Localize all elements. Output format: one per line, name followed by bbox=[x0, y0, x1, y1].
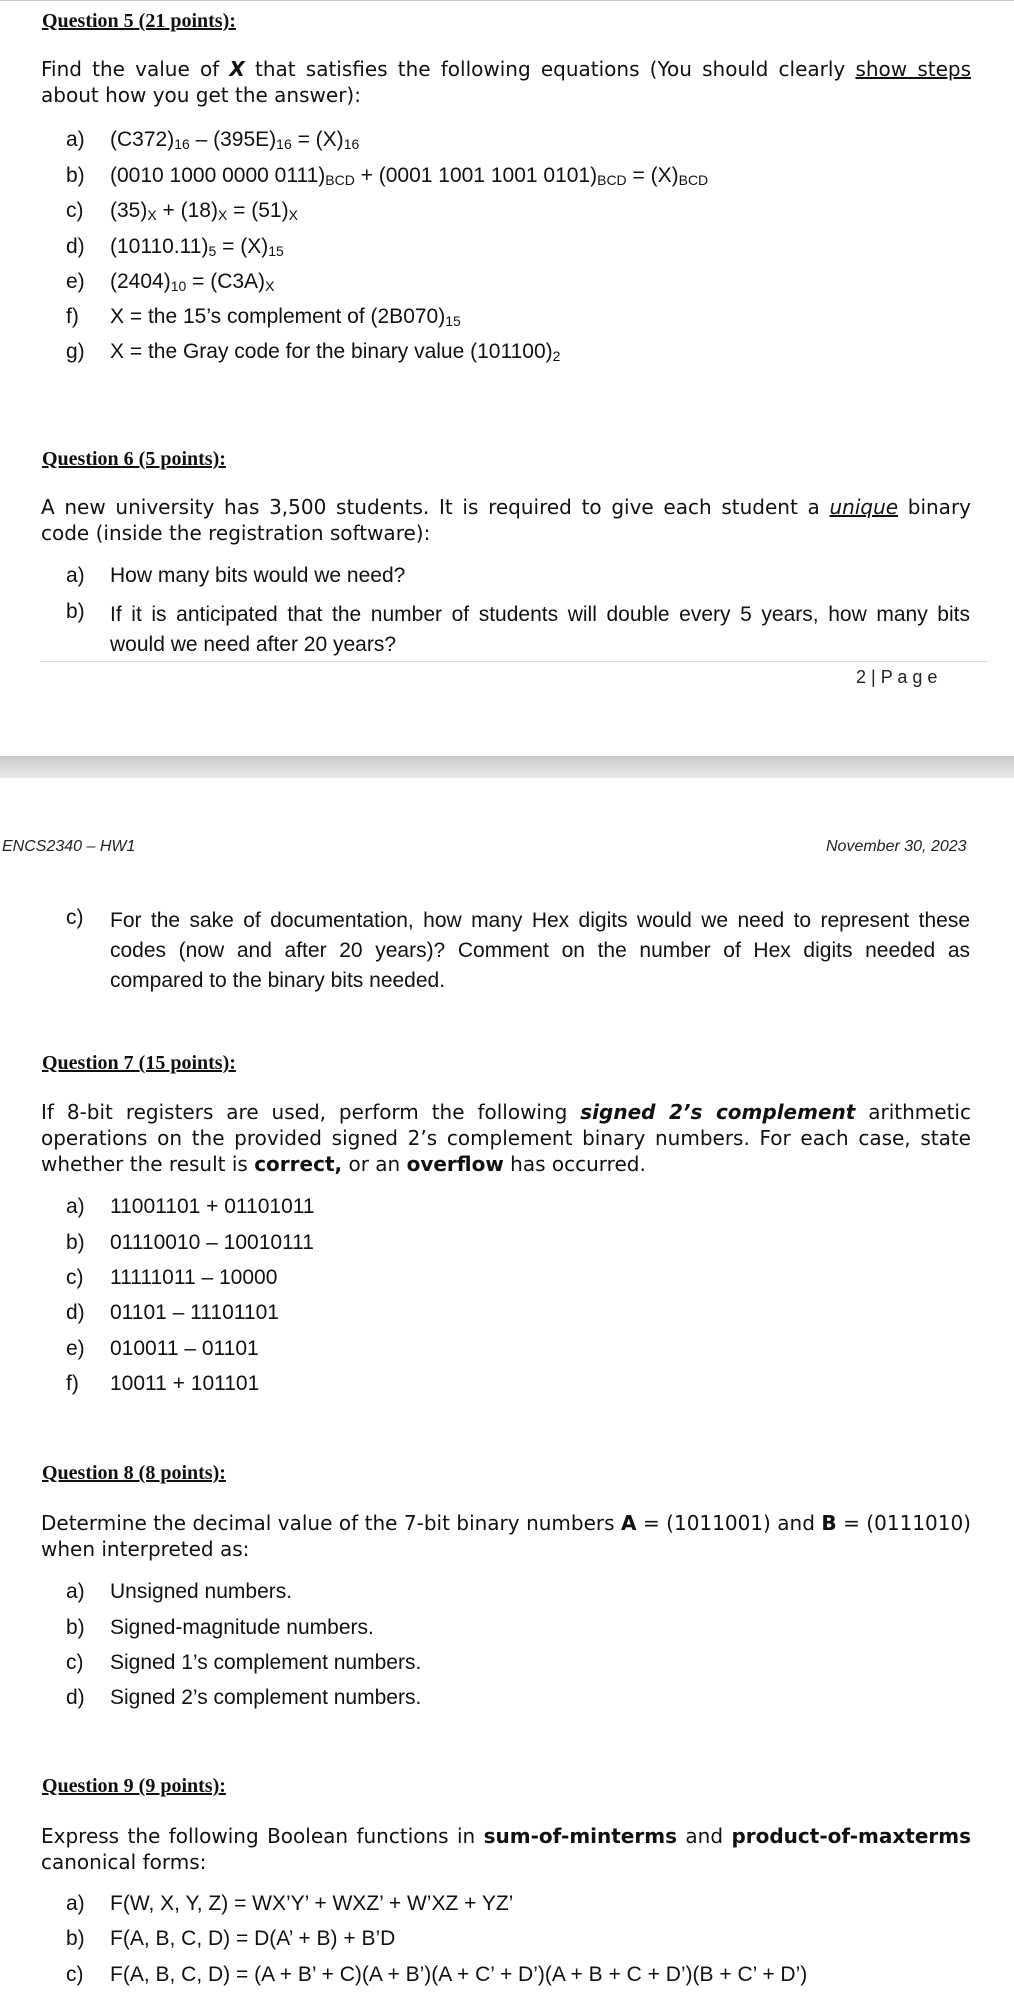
q8-intro: Determine the decimal value of the 7-bit binary numbers A = (1011001) and B = (0111010) when interpreted as: bbox=[41, 1511, 971, 1561]
q7-item-b: b) 01110010 – 10010111 bbox=[66, 1231, 314, 1254]
q8-item-c: c) Signed 1’s complement numbers. bbox=[66, 1651, 422, 1674]
q5-item-g: g) X = the Gray code for the binary value $(101100)_2$ bbox=[66, 340, 561, 364]
q7-item-c: c) 11111011 – 10000 bbox=[66, 1266, 278, 1289]
q7-item-d: d) 01101 – 11101101 bbox=[66, 1301, 279, 1324]
q5-title: Question 5 (21 points): bbox=[42, 10, 236, 32]
q8-title: Question 8 (8 points): bbox=[42, 1462, 226, 1484]
q5-item-a-text: $(C372)_{16} - (395E)_{16} = (X)_{16}$ bbox=[110, 128, 360, 152]
q5-item-c: c) $(35)_X + (18)_X = (51)_X$ bbox=[66, 199, 298, 223]
course-header: ENCS2340 – HW1 bbox=[2, 838, 136, 855]
q5-item-e: e) $(2404)_{10} = (C3A)_X$ bbox=[66, 270, 275, 294]
q8-item-d: d) Signed 2’s complement numbers. bbox=[66, 1686, 422, 1709]
q7-title: Question 7 (15 points): bbox=[42, 1052, 236, 1074]
footer-divider bbox=[40, 661, 988, 662]
q5-item-d: d) $(10110.11)_5 = (X)_{15}$ bbox=[66, 235, 284, 259]
date-header: November 30, 2023 bbox=[826, 838, 967, 855]
q6-title: Question 6 (5 points): bbox=[42, 448, 226, 470]
q5-item-a: a) $(C372)_{16} - (395E)_{16} = (X)_{16}$ bbox=[66, 128, 360, 152]
q5-item-f: f) X = the 15’s complement of $(2B070)_{15}$ bbox=[66, 305, 461, 329]
q9-intro: Express the following Boolean functions in sum-of-minterms and product-of-maxterms canonical forms: bbox=[41, 1824, 971, 1874]
q9-item-c: c) F(A, B, C, D) = (A + B’ + C)(A + B’)(A + C’ + D’)(A + B + C + D’)(B + C’ + D’) bbox=[66, 1963, 808, 1986]
q7-item-a: a) 11001101 + 01101011 bbox=[66, 1195, 315, 1218]
page-number: 2 | P a g e bbox=[856, 667, 938, 687]
q7-item-e: e) 010011 – 01101 bbox=[66, 1337, 259, 1360]
page-top-border bbox=[0, 0, 1014, 1]
q6-item-b: b) If it is anticipated that the number of students will double every 5 years, how many bits would we need after 20 years? bbox=[66, 600, 970, 656]
page-gap bbox=[0, 756, 1014, 778]
q9-title: Question 9 (9 points): bbox=[42, 1775, 226, 1797]
q7-item-f: f) 10011 + 101101 bbox=[66, 1372, 260, 1395]
q8-item-b: b) Signed-magnitude numbers. bbox=[66, 1616, 374, 1639]
q9-item-b: b) F(A, B, C, D) = D(A’ + B) + B’D bbox=[66, 1927, 396, 1950]
q6-item-c: c) For the sake of documentation, how many Hex digits would we need to represent these codes (now and after 20 years)? Comment on the number of Hex digits needed as compared to the binary bits needed. bbox=[66, 906, 970, 992]
q7-intro: If 8-bit registers are used, perform the following signed 2’s complement arithmetic operations on the provided signed 2’s complement binary numbers. For each case, state whether the result is correct, or an overflow has occurred. bbox=[41, 1100, 971, 1176]
q5-intro: Find the value of X that satisfies the following equations (You should clearly show steps about how you get the answer): bbox=[41, 57, 971, 107]
q6-intro: A new university has 3,500 students. It is required to give each student a unique binary code (inside the registration software): bbox=[41, 495, 972, 545]
q6-item-a: a) How many bits would we need? bbox=[66, 564, 406, 587]
q8-item-a: a) Unsigned numbers. bbox=[66, 1580, 293, 1603]
q9-item-a: a) F(W, X, Y, Z) = WX’Y’ + WXZ’ + W’XZ + YZ’ bbox=[66, 1892, 514, 1915]
q5-item-b: b) (0010 1000 0000 $0111)_{BCD} + (0001$ 1001 1001 $0101)_{BCD} = (X)_{BCD}$ bbox=[66, 164, 709, 188]
